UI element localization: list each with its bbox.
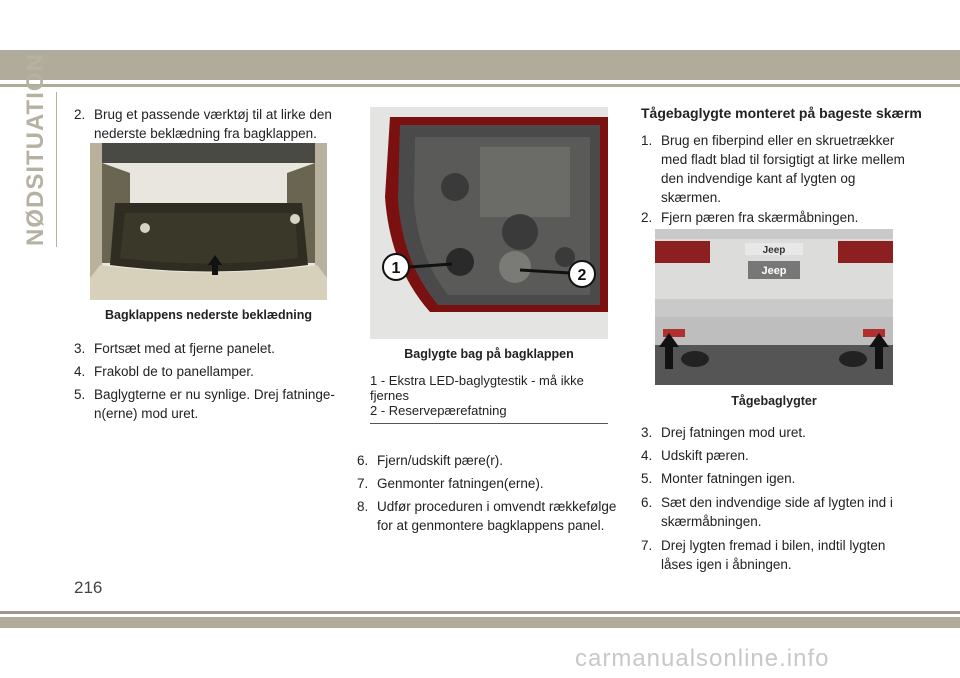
step-text: Fjern pæren fra skærmåbningen. [661,210,859,225]
step-text [94,105,344,143]
side-rule [56,92,57,247]
header-band [0,50,960,80]
step-number: 2. [641,210,653,225]
legend-line: 2 - Reservepærefatning [370,403,507,418]
step-number: 1. [641,133,653,148]
section-heading: Tågebaglygte monteret på bageste skærm [641,105,922,121]
step-text [661,131,908,207]
step-number: 3. [641,425,653,440]
step-text [377,497,632,535]
step-line: for at genmontere bagklappens panel. [377,518,605,533]
step-number: 4. [74,364,86,379]
step-text: Genmonter fatningen(erne). [377,476,544,491]
step-number: 6. [641,495,653,510]
watermark: carmanualsonline.info [575,645,830,672]
step-number: 5. [74,387,86,402]
figure-caption: Tågebaglygter [731,394,817,408]
figure-caption: Baglygte bag på bagklappen [404,347,574,361]
step-number: 7. [357,476,369,491]
step-line: skærmåbningen. [661,514,762,529]
jeep-badge-text: Jeep [762,245,786,256]
step-text: Fjern/udskift pære(r). [377,453,504,468]
step-line: med fladt blad til forsigtigt at lirke mellem [661,152,905,167]
step-line: Sæt den indvendige side af lygten ind i [661,495,893,510]
legend-line: fjernes [370,388,410,403]
page-number: 216 [74,578,103,597]
figure-legend [370,373,610,418]
legend-rule [370,423,608,424]
step-line: Brug en fiberpind eller en skruetrækker [661,133,895,148]
step-line: n(erne) mod uret. [94,406,199,421]
legend-line: 1 - Ekstra LED-baglygtestik - må ikke [370,373,584,388]
step-number: 3. [74,341,86,356]
step-number: 5. [641,471,653,486]
step-text: Monter fatningen igen. [661,471,796,486]
jeep-plate-text: Jeep [761,265,787,277]
taillamp-photo [370,107,608,339]
step-text: Fortsæt med at fjerne panelet. [94,341,275,356]
callout-2-label: 2 [577,267,587,284]
callout-1-label: 1 [391,260,401,277]
figure-caption: Bagklappens nederste beklædning [105,308,312,322]
step-text: Udskift pæren. [661,448,749,463]
liftgate-trim-photo [90,143,327,300]
step-text [94,385,349,423]
footer-band [0,617,960,628]
step-line: den indvendige kant af lygten og [661,171,856,186]
step-text: Frakobl de to panellamper. [94,364,254,379]
step-number: 2. [74,107,86,122]
step-line: Drej lygten fremad i bilen, indtil lygten [661,538,886,553]
step-line: låses igen i åbningen. [661,557,792,572]
step-text [661,536,911,574]
rear-vehicle-photo [655,229,893,385]
step-line: Udfør proceduren i omvendt rækkefølge [377,499,617,514]
step-number: 7. [641,538,653,553]
step-line: Baglygterne er nu synlige. Drej fatninge- [94,387,335,402]
step-number: 6. [357,453,369,468]
step-text: Drej fatningen mod uret. [661,425,806,440]
header-rule [0,84,960,87]
step-number: 4. [641,448,653,463]
step-text [661,493,911,531]
step-line: Brug et passende værktøj til at lirke den [94,107,332,122]
footer-rule [0,611,960,614]
step-line: skærmen. [661,190,722,205]
section-title: NØDSITUATION [22,53,49,246]
step-number: 8. [357,499,369,514]
step-line: nederste beklædning fra bagklappen. [94,126,317,141]
